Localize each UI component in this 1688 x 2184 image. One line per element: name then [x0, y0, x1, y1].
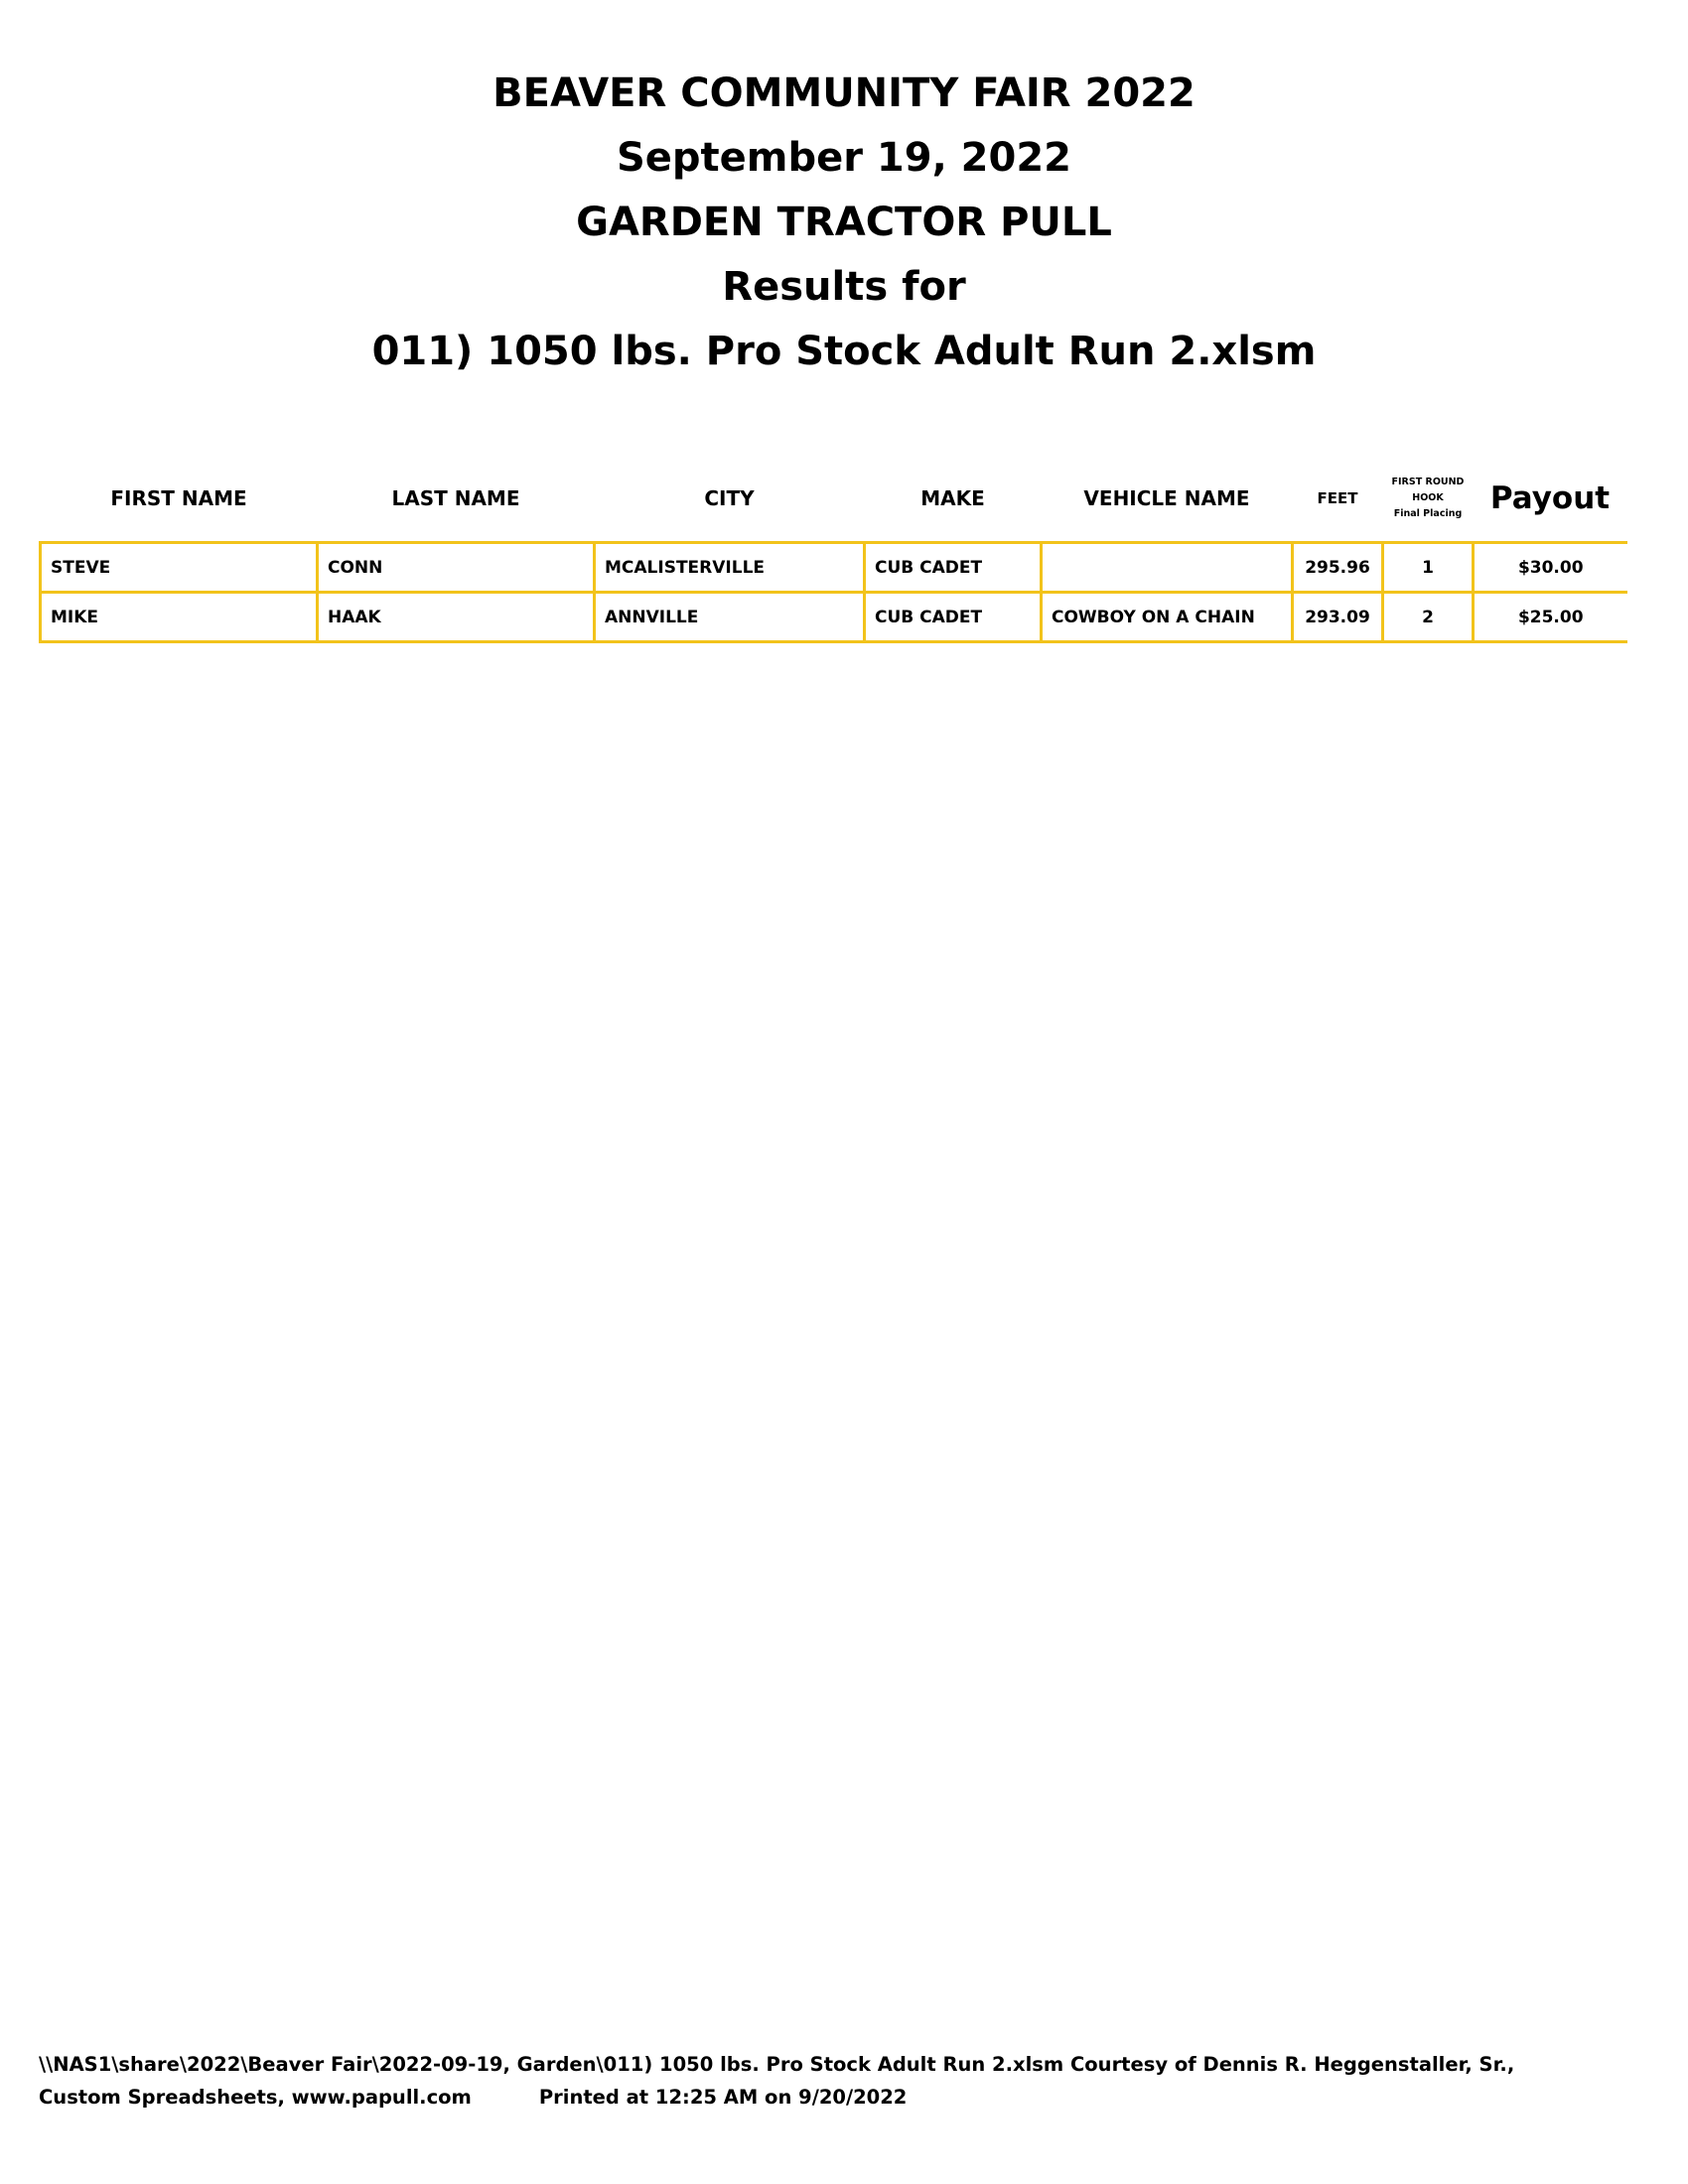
results-table: [39, 467, 1627, 643]
fair-name: BEAVER COMMUNITY FAIR 2022: [492, 70, 1196, 116]
cell-first-name: STEVE: [41, 543, 318, 593]
header-placing-line1: FIRST ROUND: [1391, 477, 1465, 487]
cell-city: MCALISTERVILLE: [595, 543, 865, 593]
header-final-placing: [1383, 467, 1474, 530]
table-row: [41, 543, 1627, 593]
footer-credits: Custom Spreadsheets, www.papull.com: [39, 2086, 472, 2109]
table-row: [41, 593, 1627, 642]
table-header-row: [41, 467, 1627, 530]
header-vehicle-name: VEHICLE NAME: [1083, 486, 1250, 510]
page-footer: [39, 2048, 1514, 2114]
class-file-name: 011) 1050 lbs. Pro Stock Adult Run 2.xlsm: [371, 329, 1317, 374]
cell-vehicle-name: COWBOY ON A CHAIN: [1042, 593, 1293, 642]
cell-feet: 295.96: [1293, 543, 1383, 593]
header-last-name: LAST NAME: [391, 486, 520, 510]
cell-first-name: MIKE: [41, 593, 318, 642]
cell-feet: 293.09: [1293, 593, 1383, 642]
header-placing-line3: Final Placing: [1393, 508, 1463, 519]
cell-make: CUB CADET: [865, 593, 1042, 642]
cell-placing: 1: [1383, 543, 1474, 593]
cell-last-name: CONN: [318, 543, 595, 593]
cell-payout: $30.00: [1474, 543, 1627, 593]
cell-placing: 2: [1383, 593, 1474, 642]
header-first-name: FIRST NAME: [110, 486, 247, 510]
header-payout: Payout: [1489, 480, 1611, 516]
footer-credits-line: [39, 2081, 1514, 2114]
footer-printed-at: Printed at 12:25 AM on 9/20/2022: [538, 2086, 908, 2109]
event-date: September 19, 2022: [616, 135, 1072, 181]
document-title: [0, 62, 1688, 384]
header-make: MAKE: [920, 486, 985, 510]
cell-payout: $25.00: [1474, 593, 1627, 642]
header-feet: FEET: [1317, 489, 1358, 507]
cell-last-name: HAAK: [318, 593, 595, 642]
footer-file-path-line: \\NAS1\share\2022\Beaver Fair\2022-09-19, Garden\011) 1050 lbs. Pro Stock Adult Run 2.xlsm Courtesy of Dennis R. Heggenstaller, Sr.,: [39, 2053, 1515, 2076]
results-for-label: Results for: [722, 264, 966, 310]
cell-vehicle-name: [1042, 543, 1293, 593]
header-placing-line2: HOOK: [1412, 492, 1444, 503]
header-city: CITY: [704, 486, 755, 510]
cell-make: CUB CADET: [865, 543, 1042, 593]
cell-city: ANNVILLE: [595, 593, 865, 642]
event-name: GARDEN TRACTOR PULL: [576, 200, 1112, 245]
